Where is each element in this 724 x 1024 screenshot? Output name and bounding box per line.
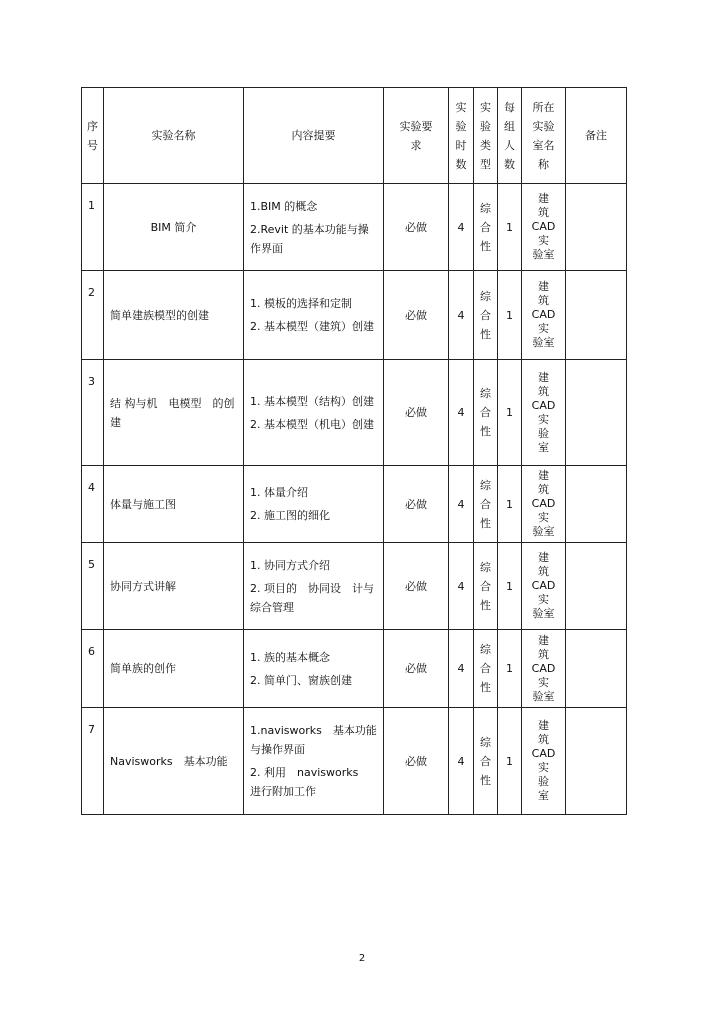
experiment-table xyxy=(81,87,627,815)
content-line: 2. 利用 navisworks 进行附加工作 xyxy=(250,766,370,798)
row-group: 1 xyxy=(498,271,522,360)
row-content xyxy=(244,184,384,271)
row-seq: 5 xyxy=(82,543,104,630)
row-remark xyxy=(566,630,627,708)
content-line: 2.Revit 的基本功能与操作界面 xyxy=(250,222,369,255)
row-group: 1 xyxy=(498,360,522,466)
row-remark xyxy=(566,271,627,360)
content-line: 2. 简单门、窗族创建 xyxy=(250,673,352,687)
row-requirement: 必做 xyxy=(384,271,449,360)
row-hours: 4 xyxy=(449,271,474,360)
row-lab: 建 筑 CAD 实 验室 xyxy=(522,543,566,630)
content-line: 1. 族的基本概念 xyxy=(250,650,330,664)
header-group: 每 组 人 数 xyxy=(498,88,522,184)
row-requirement: 必做 xyxy=(384,184,449,271)
row-type: 综 合 性 xyxy=(474,543,498,630)
row-type: 综 合 性 xyxy=(474,360,498,466)
row-name: 简单族的创作 xyxy=(104,630,244,708)
table-row xyxy=(82,360,627,466)
header-content: 内容提要 xyxy=(244,88,384,184)
row-seq: 1 xyxy=(82,184,104,271)
row-group: 1 xyxy=(498,543,522,630)
row-hours: 4 xyxy=(449,360,474,466)
row-content xyxy=(244,271,384,360)
row-seq: 6 xyxy=(82,630,104,708)
header-requirement: 实验要 求 xyxy=(384,88,449,184)
content-line: 1.BIM 的概念 xyxy=(250,199,318,213)
row-name: 体量与施工图 xyxy=(104,466,244,543)
row-hours: 4 xyxy=(449,466,474,543)
row-lab: 建 筑 CAD 实 验 室 xyxy=(522,360,566,466)
page-number: 2 xyxy=(358,953,366,964)
row-seq: 2 xyxy=(82,271,104,360)
row-hours: 4 xyxy=(449,543,474,630)
row-remark xyxy=(566,708,627,815)
header-name: 实验名称 xyxy=(104,88,244,184)
content-line: 1.navisworks 基本功能与操作界面 xyxy=(250,724,377,756)
row-lab: 建 筑 CAD 实 验室 xyxy=(522,466,566,543)
row-content xyxy=(244,360,384,466)
row-seq: 3 xyxy=(82,360,104,466)
row-type: 综 合 性 xyxy=(474,708,498,815)
row-type: 综 合 性 xyxy=(474,271,498,360)
table-row xyxy=(82,184,627,271)
row-type: 综 合 性 xyxy=(474,630,498,708)
row-hours: 4 xyxy=(449,184,474,271)
header-row xyxy=(82,88,627,184)
row-name: 结 构与机 电模型 的创建 xyxy=(104,360,244,466)
row-requirement: 必做 xyxy=(384,630,449,708)
row-content xyxy=(244,543,384,630)
row-remark xyxy=(566,466,627,543)
content-line: 2. 基本模型（机电）创建 xyxy=(250,417,374,431)
table-row xyxy=(82,630,627,708)
row-requirement: 必做 xyxy=(384,708,449,815)
row-remark xyxy=(566,543,627,630)
row-content xyxy=(244,466,384,543)
row-remark xyxy=(566,360,627,466)
row-hours: 4 xyxy=(449,630,474,708)
row-lab: 建 筑 CAD 实 验 室 xyxy=(522,708,566,815)
row-group: 1 xyxy=(498,466,522,543)
content-line: 1. 模板的选择和定制 xyxy=(250,297,352,310)
table-row xyxy=(82,543,627,630)
content-line: 2. 基本模型（建筑）创建 xyxy=(250,320,374,333)
header-hours: 实 验 时 数 xyxy=(449,88,474,184)
table-row xyxy=(82,708,627,815)
row-remark xyxy=(566,184,627,271)
row-group: 1 xyxy=(498,630,522,708)
table-row xyxy=(82,271,627,360)
row-requirement: 必做 xyxy=(384,360,449,466)
row-content xyxy=(244,630,384,708)
row-name: 协同方式讲解 xyxy=(104,543,244,630)
content-line: 2. 项目的 协同设 计与综合管理 xyxy=(250,581,374,614)
header-lab: 所在 实验 室名 称 xyxy=(522,88,566,184)
row-type: 综 合 性 xyxy=(474,466,498,543)
row-lab: 建 筑 CAD 实 验室 xyxy=(522,184,566,271)
row-requirement: 必做 xyxy=(384,466,449,543)
content-line: 1. 体量介绍 xyxy=(250,486,308,499)
row-group: 1 xyxy=(498,708,522,815)
row-hours: 4 xyxy=(449,708,474,815)
content-line: 1. 基本模型（结构）创建 xyxy=(250,394,374,408)
row-requirement: 必做 xyxy=(384,543,449,630)
row-name: 简单建族模型的创建 xyxy=(104,271,244,360)
row-seq: 7 xyxy=(82,708,104,815)
row-type: 综 合 性 xyxy=(474,184,498,271)
content-line: 2. 施工图的细化 xyxy=(250,509,330,522)
row-seq: 4 xyxy=(82,466,104,543)
content-line: 1. 协同方式介绍 xyxy=(250,558,330,572)
header-seq: 序 号 xyxy=(82,88,104,184)
header-type: 实 验 类 型 xyxy=(474,88,498,184)
row-lab: 建 筑 CAD 实 验室 xyxy=(522,271,566,360)
table-row xyxy=(82,466,627,543)
row-content xyxy=(244,708,384,815)
row-name: Navisworks 基本功能 xyxy=(104,708,244,815)
row-group: 1 xyxy=(498,184,522,271)
row-lab: 建 筑 CAD 实 验室 xyxy=(522,630,566,708)
row-name: BIM 简介 xyxy=(104,184,244,271)
header-remark: 备注 xyxy=(566,88,627,184)
